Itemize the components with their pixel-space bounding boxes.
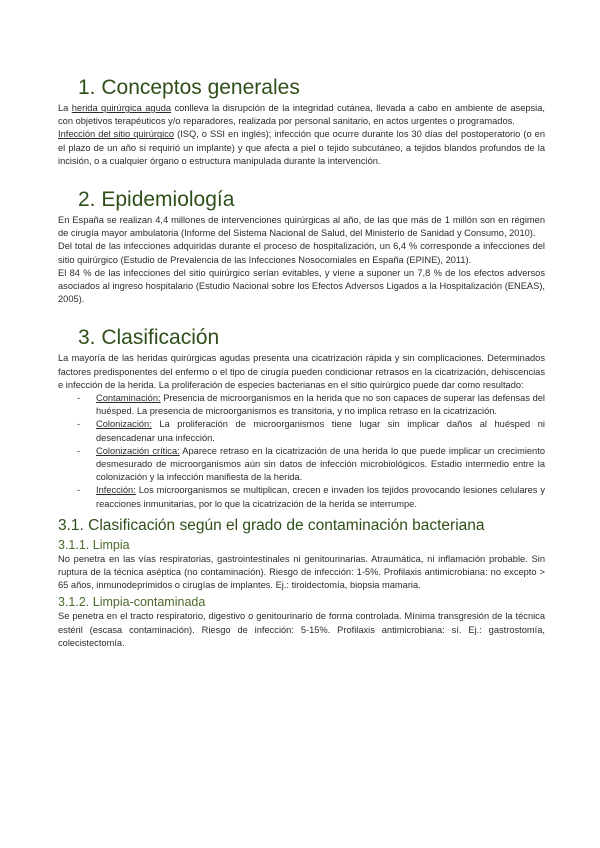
list-text: Aparece retraso en la cicatrización de una herida lo que puede implicar un crecimiento desmesurado de microorganismos aún sin datos de infección microbiológicos. Estadio intermedio entre la colonización y la infección manifiesta de la herida. [96, 445, 545, 483]
text-prefix: La [58, 103, 72, 113]
text-rest: (ISQ, o SSI en inglés); infección que ocurre durante los 30 días del postoperatorio (o en el plazo de un año si requirió un implante) y que afecta a piel o tejido subcutáneo, a tejidos blandos profundos de la incisión, o a cualquier órgano o estructura manipulada durante la intervención. [58, 129, 545, 166]
term-infeccion-sitio: Infección del sitio quirúrgico [58, 129, 175, 140]
list-term: Infección: [96, 485, 136, 496]
section-title-epidemiologia: 2. Epidemiología [78, 188, 235, 212]
paragraph-limpia: No penetra en las vías respiratorias, gastrointestinales ni genitourinarias. Atraumática, ni inflamación probable. Sin ruptura de la técnica aséptica (no contaminación). Riesgo de infección: 1-5%. Profilaxis antimicrobiana: no excepto > 65 años, inmunodeprimidos o cirugías de implantes. Ej.: tiroidectomía, biopsia mamaria. [58, 553, 545, 591]
subsubsection-title-limpia-contaminada: 3.1.2. Limpia-contaminada [58, 595, 206, 610]
classification-list [58, 392, 545, 511]
paragraph-epi-1: En España se realizan 4,4 millones de intervenciones quirúrgicas al año, de las que más de 1 millón son en régimen de cirugía mayor ambulatoria (Informe del Sistema Nacional de Salud, del Ministerio de Sanidad y Consumo, 2010). [58, 215, 545, 239]
text-rest: conlleva la disrupción de la integridad cutánea, llevada a cabo en ambiente de asepsia, con objetivos terapéuticos y/o reparadores, realizada por personal sanitario, en actos urgentes o programados. [58, 103, 545, 127]
list-term: Colonización crítica: [96, 445, 180, 456]
list-text: Presencia de microorganismos en la herida que no son capaces de superar las defensas del huésped. La presencia de microorganismos es transitoria, y no implica retraso en la cicatrización. [96, 393, 545, 417]
paragraph-epi-2: Del total de las infecciones adquiridas durante el proceso de hospitalización, un 6,4 % corresponde a infecciones del sitio quirúrgico (Estudio de Prevalencia de las Infecciones Nosocomiales en España (EPINE), 2011). [58, 241, 545, 265]
list-item [96, 418, 545, 444]
list-item [96, 445, 545, 485]
list-text: La proliferación de microorganismos tiene lugar sin implicar daños al huésped ni desencadenar una infección. [96, 419, 545, 443]
term-herida-quirurgica: herida quirúrgica aguda [71, 103, 172, 113]
paragraph-limpia-contaminada: Se penetra en el tracto respiratorio, digestivo o genitourinario de forma controlada. Mínima transgresión de la técnica estéril (escasa contaminación). Riesgo de infección: 5-15%. Profilaxis antimicrobiana: sí. Ej.: gastrostomía, colecistectomía. [58, 611, 545, 648]
subsubsection-title-limpia: 3.1.1. Limpia [58, 537, 130, 552]
paragraph-herida [58, 102, 545, 128]
paragraph-clasificacion-intro: La mayoría de las heridas quirúrgicas agudas presenta una cicatrización rápida y sin complicaciones. Determinados factores predisponentes del enfermo o el tipo de cirugía pueden condicionar retrasos en la cicatrización, dehiscencias e infección de la herida. La proliferación de especies bacterianas en el sitio quirúrgico puede dar como resultado: [58, 353, 545, 390]
section-title-clasificacion: 3. Clasificación [78, 326, 220, 350]
paragraph-epi-3: El 84 % de las infecciones del sitio quirúrgico serían evitables, y viene a suponer un 7,8 % de los efectos adversos asociados al ingreso hospitalario (Estudio Nacional sobre los Efectos Adversos Ligados a la Hospitalización (ENEAS), 2005). [58, 267, 545, 305]
section-title-conceptos: 1. Conceptos generales [78, 76, 300, 99]
document-page [58, 76, 545, 650]
list-item [96, 392, 545, 418]
subsection-title-contaminacion: 3.1. Clasificación según el grado de contaminación bacteriana [58, 516, 485, 534]
list-item [96, 484, 545, 510]
paragraph-isq [58, 128, 545, 168]
list-term: Colonización: [96, 419, 152, 430]
list-term: Contaminación: [96, 393, 161, 404]
list-text: Los microorganismos se multiplican, crecen e invaden los tejidos provocando lesiones celulares y reacciones inmunitarias, por lo que la cicatrización de la herida se interrumpe. [96, 485, 545, 509]
